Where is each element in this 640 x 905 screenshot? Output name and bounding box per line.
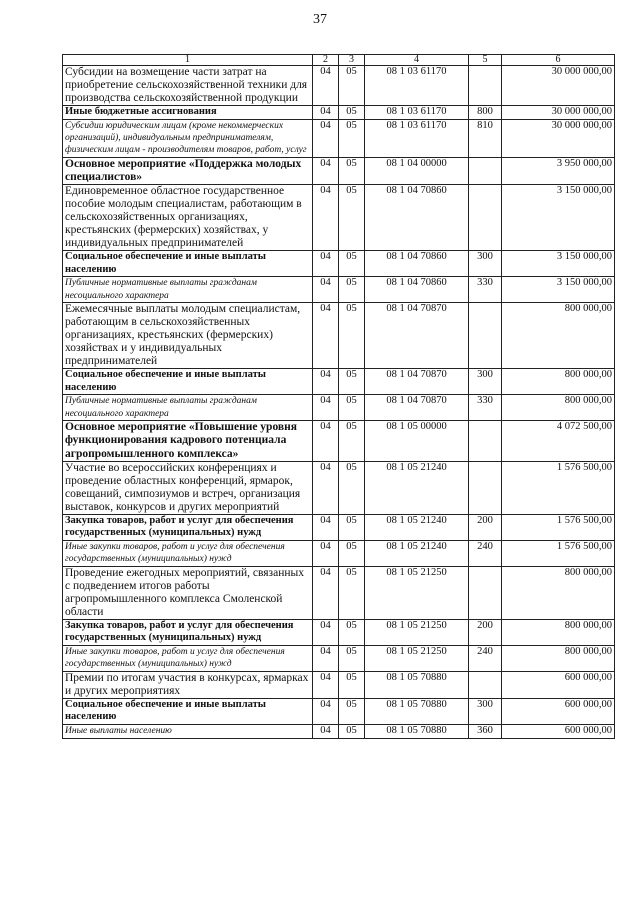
cell-section: 04 [313, 369, 339, 395]
cell-subsection: 05 [339, 619, 365, 645]
table-row [63, 421, 615, 462]
cell-subsection: 05 [339, 646, 365, 672]
cell-target-article: 08 1 04 70860 [365, 185, 469, 251]
cell-name: Социальное обеспечение и иные выплаты населению [63, 369, 313, 395]
table-row [63, 725, 615, 739]
cell-name: Публичные нормативные выплаты гражданам несоциального характера [63, 395, 313, 421]
cell-subsection: 05 [339, 157, 365, 184]
cell-expense-type: 200 [469, 619, 502, 645]
header-cell-1: 1 [63, 55, 313, 66]
cell-amount: 600 000,00 [502, 671, 615, 698]
cell-amount: 1 576 500,00 [502, 514, 615, 540]
cell-amount: 4 072 500,00 [502, 421, 615, 462]
cell-section: 04 [313, 119, 339, 157]
cell-subsection: 05 [339, 185, 365, 251]
cell-name: Субсидии юридическим лицам (кроме некоммерческих организаций), индивидуальным предпринимателям, физическим лицам - производителям товаров, работ, услуг [63, 119, 313, 157]
header-cell-3: 3 [339, 55, 365, 66]
cell-amount: 1 576 500,00 [502, 541, 615, 567]
cell-amount: 800 000,00 [502, 395, 615, 421]
cell-expense-type [469, 185, 502, 251]
cell-name: Социальное обеспечение и иные выплаты населению [63, 698, 313, 724]
cell-section: 04 [313, 106, 339, 120]
table-row [63, 619, 615, 645]
cell-amount: 800 000,00 [502, 369, 615, 395]
cell-expense-type: 330 [469, 277, 502, 303]
cell-amount: 800 000,00 [502, 646, 615, 672]
cell-expense-type: 360 [469, 725, 502, 739]
cell-target-article: 08 1 05 21240 [365, 461, 469, 514]
cell-section: 04 [313, 185, 339, 251]
table-row [63, 698, 615, 724]
header-cell-6: 6 [502, 55, 615, 66]
cell-name: Закупка товаров, работ и услуг для обеспечения государственных (муниципальных) нужд [63, 514, 313, 540]
cell-name: Основное мероприятие «Поддержка молодых специалистов» [63, 157, 313, 184]
cell-amount: 600 000,00 [502, 725, 615, 739]
cell-target-article: 08 1 05 21240 [365, 514, 469, 540]
cell-section: 04 [313, 66, 339, 106]
table-row [63, 66, 615, 106]
cell-target-article: 08 1 05 70880 [365, 725, 469, 739]
cell-subsection: 05 [339, 106, 365, 120]
cell-target-article: 08 1 03 61170 [365, 119, 469, 157]
cell-expense-type [469, 671, 502, 698]
table-row [63, 671, 615, 698]
cell-amount: 3 150 000,00 [502, 251, 615, 277]
budget-table [62, 54, 615, 739]
table-row [63, 119, 615, 157]
cell-amount: 30 000 000,00 [502, 106, 615, 120]
cell-expense-type: 240 [469, 541, 502, 567]
cell-expense-type [469, 566, 502, 619]
cell-subsection: 05 [339, 566, 365, 619]
table-row [63, 251, 615, 277]
cell-target-article: 08 1 05 21240 [365, 541, 469, 567]
cell-amount: 600 000,00 [502, 698, 615, 724]
cell-section: 04 [313, 725, 339, 739]
cell-name: Основное мероприятие «Повышение уровня функционирования кадрового потенциала агропромышленного комплекса» [63, 421, 313, 462]
cell-target-article: 08 1 04 00000 [365, 157, 469, 184]
cell-section: 04 [313, 698, 339, 724]
cell-name: Ежемесячные выплаты молодым специалистам, работающим в сельскохозяйственных организациях, крестьянских (фермерских) хозяйствах и у индивидуальных предпринимателей [63, 303, 313, 369]
header-cell-5: 5 [469, 55, 502, 66]
cell-subsection: 05 [339, 119, 365, 157]
cell-target-article: 08 1 04 70870 [365, 395, 469, 421]
cell-name: Участие во всероссийских конференциях и проведение областных конференций, ярмарок, совещаний, симпозиумов и встреч, организация выставок, конкурсов и других мероприятий [63, 461, 313, 514]
cell-name: Публичные нормативные выплаты гражданам несоциального характера [63, 277, 313, 303]
cell-target-article: 08 1 03 61170 [365, 106, 469, 120]
table-row [63, 541, 615, 567]
cell-section: 04 [313, 303, 339, 369]
cell-subsection: 05 [339, 461, 365, 514]
cell-name: Закупка товаров, работ и услуг для обеспечения государственных (муниципальных) нужд [63, 619, 313, 645]
cell-expense-type: 800 [469, 106, 502, 120]
cell-target-article: 08 1 03 61170 [365, 66, 469, 106]
table-row [63, 514, 615, 540]
table-row [63, 185, 615, 251]
cell-expense-type [469, 461, 502, 514]
cell-expense-type: 330 [469, 395, 502, 421]
cell-amount: 3 950 000,00 [502, 157, 615, 184]
table-row [63, 369, 615, 395]
cell-amount: 1 576 500,00 [502, 461, 615, 514]
cell-subsection: 05 [339, 725, 365, 739]
cell-section: 04 [313, 541, 339, 567]
cell-section: 04 [313, 251, 339, 277]
cell-expense-type [469, 303, 502, 369]
cell-section: 04 [313, 277, 339, 303]
cell-section: 04 [313, 619, 339, 645]
cell-expense-type [469, 421, 502, 462]
table-row [63, 157, 615, 184]
cell-name: Проведение ежегодных мероприятий, связанных с подведением итогов работы агропромышленного комплекса Смоленской области [63, 566, 313, 619]
cell-name: Социальное обеспечение и иные выплаты населению [63, 251, 313, 277]
cell-target-article: 08 1 04 70860 [365, 251, 469, 277]
cell-target-article: 08 1 04 70860 [365, 277, 469, 303]
table-row [63, 303, 615, 369]
cell-target-article: 08 1 05 00000 [365, 421, 469, 462]
cell-name: Премии по итогам участия в конкурсах, ярмарках и других мероприятиях [63, 671, 313, 698]
cell-name: Субсидии на возмещение части затрат на приобретение сельскохозяйственной техники для производства сельскохозяйственной продукции [63, 66, 313, 106]
table-header-row [63, 55, 615, 66]
cell-section: 04 [313, 421, 339, 462]
cell-expense-type: 300 [469, 251, 502, 277]
cell-section: 04 [313, 461, 339, 514]
table-row [63, 461, 615, 514]
cell-section: 04 [313, 514, 339, 540]
table-row [63, 106, 615, 120]
cell-subsection: 05 [339, 277, 365, 303]
header-cell-2: 2 [313, 55, 339, 66]
cell-subsection: 05 [339, 514, 365, 540]
cell-target-article: 08 1 05 21250 [365, 566, 469, 619]
table-row [63, 395, 615, 421]
cell-subsection: 05 [339, 251, 365, 277]
cell-subsection: 05 [339, 541, 365, 567]
cell-expense-type: 300 [469, 698, 502, 724]
cell-target-article: 08 1 05 70880 [365, 698, 469, 724]
cell-subsection: 05 [339, 671, 365, 698]
cell-amount: 3 150 000,00 [502, 185, 615, 251]
cell-subsection: 05 [339, 303, 365, 369]
cell-name: Иные бюджетные ассигнования [63, 106, 313, 120]
cell-name: Иные выплаты населению [63, 725, 313, 739]
cell-target-article: 08 1 05 21250 [365, 646, 469, 672]
cell-section: 04 [313, 671, 339, 698]
cell-amount: 800 000,00 [502, 303, 615, 369]
cell-subsection: 05 [339, 66, 365, 106]
cell-expense-type: 200 [469, 514, 502, 540]
cell-expense-type [469, 66, 502, 106]
cell-subsection: 05 [339, 395, 365, 421]
cell-name: Иные закупки товаров, работ и услуг для обеспечения государственных (муниципальных) нужд [63, 541, 313, 567]
cell-amount: 800 000,00 [502, 619, 615, 645]
cell-expense-type: 810 [469, 119, 502, 157]
cell-target-article: 08 1 04 70870 [365, 369, 469, 395]
cell-target-article: 08 1 04 70870 [365, 303, 469, 369]
cell-amount: 3 150 000,00 [502, 277, 615, 303]
table-row [63, 646, 615, 672]
cell-section: 04 [313, 646, 339, 672]
table-row [63, 277, 615, 303]
cell-target-article: 08 1 05 21250 [365, 619, 469, 645]
table-body [63, 66, 615, 739]
cell-subsection: 05 [339, 421, 365, 462]
cell-subsection: 05 [339, 698, 365, 724]
cell-name: Единовременное областное государственное пособие молодым специалистам, работающим в сельскохозяйственных организациях, крестьянских (фермерских) хозяйствах, у индивидуальных предпринимателей [63, 185, 313, 251]
cell-subsection: 05 [339, 369, 365, 395]
cell-amount: 800 000,00 [502, 566, 615, 619]
cell-expense-type: 300 [469, 369, 502, 395]
cell-section: 04 [313, 395, 339, 421]
cell-amount: 30 000 000,00 [502, 66, 615, 106]
cell-section: 04 [313, 157, 339, 184]
cell-section: 04 [313, 566, 339, 619]
cell-name: Иные закупки товаров, работ и услуг для обеспечения государственных (муниципальных) нужд [63, 646, 313, 672]
header-cell-4: 4 [365, 55, 469, 66]
page-number: 37 [313, 12, 327, 27]
cell-expense-type [469, 157, 502, 184]
cell-amount: 30 000 000,00 [502, 119, 615, 157]
cell-target-article: 08 1 05 70880 [365, 671, 469, 698]
cell-expense-type: 240 [469, 646, 502, 672]
table-row [63, 566, 615, 619]
